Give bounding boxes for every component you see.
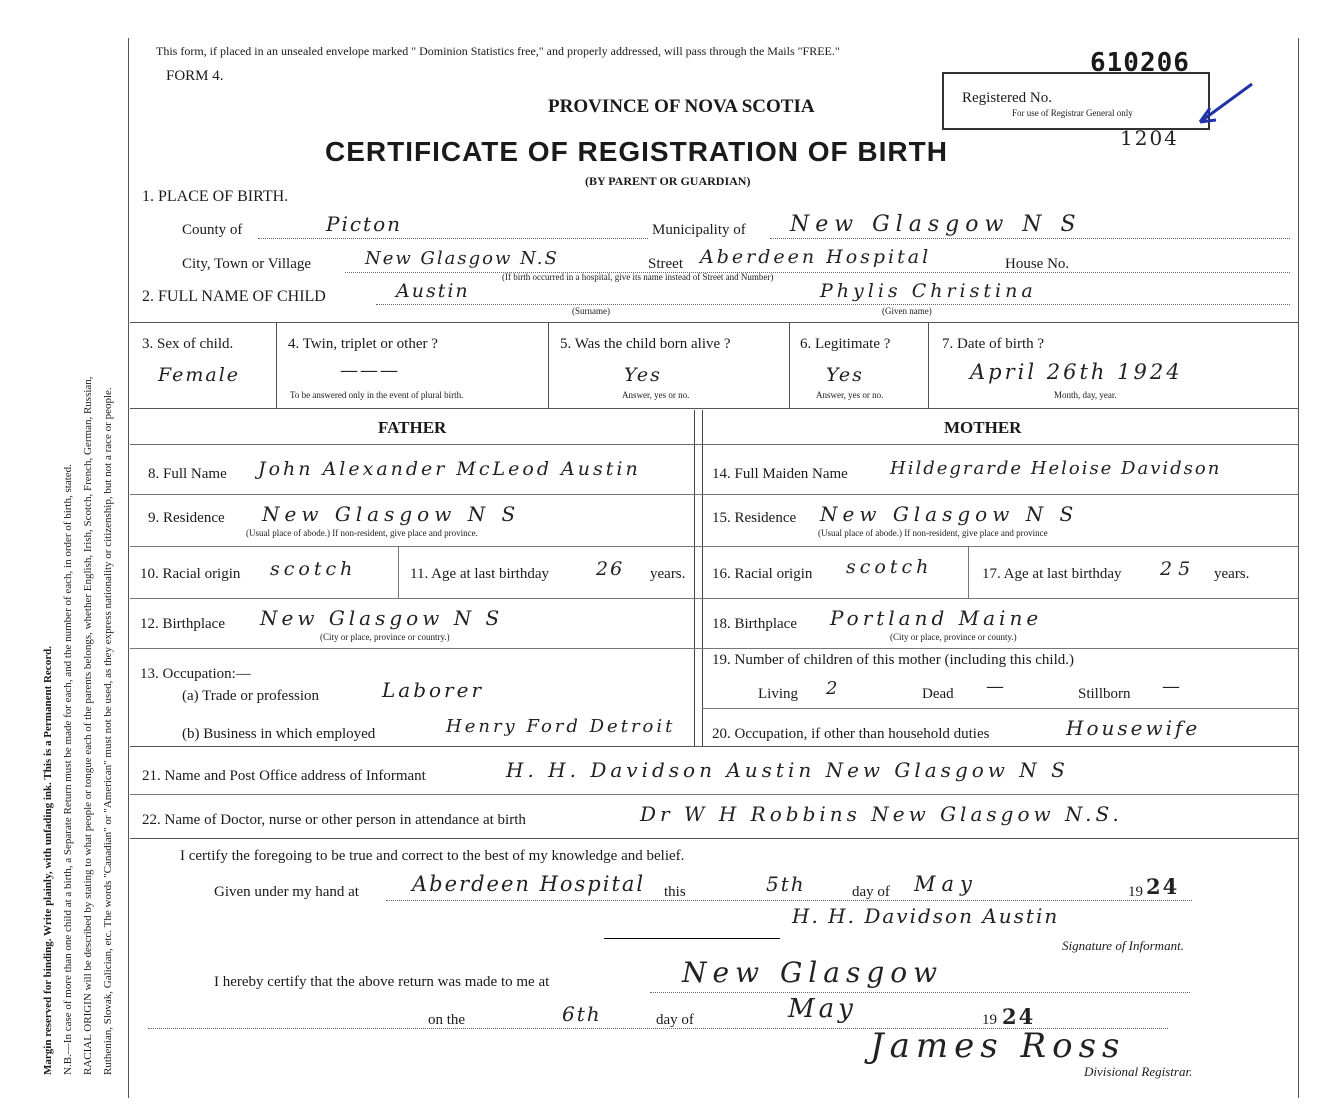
registrar-caption: Divisional Registrar. <box>1084 1064 1193 1079</box>
mother-age-divider <box>968 546 969 598</box>
registrar-on-label: on the <box>428 1012 466 1028</box>
father-name-value: John Alexander McLeod Austin <box>258 458 641 480</box>
father-age-divider <box>398 546 399 598</box>
mother-name-value: Hildegrarde Heloise Davidson <box>890 458 1222 479</box>
mother-years-label: years. <box>1214 566 1250 582</box>
mother-name-label: 14. Full Maiden Name <box>712 466 848 482</box>
father-years-label: years. <box>650 566 686 582</box>
row3-top-rule <box>130 322 1298 323</box>
given-label: Given under my hand at <box>214 884 359 900</box>
row3-bottom-rule <box>130 408 1298 409</box>
city-label: City, Town or Village <box>182 256 312 272</box>
mother-age-value: 25 <box>1160 558 1197 580</box>
given-dayof-label: day of <box>852 884 890 900</box>
parents-divider-a <box>694 410 695 746</box>
city-rule <box>345 272 1290 273</box>
father-residence-value: New Glasgow N S <box>262 502 521 526</box>
form-number: FORM 4. <box>166 68 224 84</box>
mother-race-label: 16. Racial origin <box>712 566 813 582</box>
twin-label: 4. Twin, triplet or other ? <box>288 336 438 352</box>
given-month: May <box>914 872 978 896</box>
father-age-value: 26 <box>596 558 625 580</box>
doctor-rule <box>130 838 1298 839</box>
doctor-value: Dr W H Robbins New Glasgow N.S. <box>640 802 1123 826</box>
registrar-year-prefix: 19 <box>982 1012 997 1028</box>
living-label: Living <box>758 686 798 702</box>
dob-caption: Month, day, year. <box>1054 390 1117 400</box>
informant-label: 21. Name and Post Office address of Informant <box>142 768 426 784</box>
father-residence-label: 9. Residence <box>148 510 225 526</box>
margin-note-nb: N.B.—In case of more than one child at a birth, a Separate Return must be made for each, and the number of each, in order of birth, stated. <box>62 464 74 1075</box>
dead-value: — <box>986 676 1006 697</box>
frame-right <box>1298 38 1299 1098</box>
margin-note-racial: RACIAL ORIGIN will be described by stating to what people or tongue each of the parents belongs, whether English, Irish, Scotch, French, German, Russian, <box>82 376 94 1075</box>
row9-rule <box>130 546 1298 547</box>
living-value: 2 <box>826 678 840 699</box>
trade-label: (a) Trade or profession <box>182 688 320 704</box>
occupation-label: 13. Occupation:— <box>140 666 251 682</box>
father-birthplace-caption: (City or place, province or country.) <box>320 632 450 642</box>
mother-occupation-label: 20. Occupation, if other than household duties <box>712 726 990 742</box>
father-heading: FATHER <box>378 418 447 437</box>
twin-value: ——— <box>340 360 400 381</box>
house-label: House No. <box>1005 256 1070 272</box>
street-label: Street <box>648 256 683 272</box>
registrar-place-rule <box>650 992 1190 993</box>
child-name-rule <box>376 304 1290 305</box>
registered-number: 1204 <box>1120 126 1179 150</box>
legitimate-label: 6. Legitimate ? <box>800 336 891 352</box>
dob-value: April 26th 1924 <box>970 360 1183 384</box>
registrar-dayof-label: day of <box>656 1012 694 1028</box>
place-heading: 1. PLACE OF BIRTH. <box>142 188 289 205</box>
given-this-label: this <box>664 884 686 900</box>
business-label: (b) Business in which employed <box>182 726 376 742</box>
mother-birthplace-caption: (City or place, province or county.) <box>890 632 1017 642</box>
signature-caption: Signature of Informant. <box>1062 938 1184 953</box>
mother-birthplace-label: 18. Birthplace <box>712 616 797 632</box>
registrar-year: 24 <box>1002 1004 1036 1029</box>
child-surname: Austin <box>396 280 470 302</box>
sex-label: 3. Sex of child. <box>142 336 234 352</box>
county-rule <box>258 238 648 239</box>
trade-value: Laborer <box>382 678 485 702</box>
father-residence-caption: (Usual place of abode.) If non-resident, give place and province. <box>246 528 478 538</box>
legitimate-caption: Answer, yes or no. <box>816 390 884 400</box>
row8-rule <box>130 494 1298 495</box>
children-label: 19. Number of children of this mother (including this child.) <box>712 652 1075 668</box>
row3-divider-1 <box>276 322 277 408</box>
dead-label: Dead <box>922 686 954 702</box>
row3-divider-4 <box>928 322 929 408</box>
surname-caption: (Surname) <box>572 306 610 316</box>
father-name-label: 8. Full Name <box>148 466 227 482</box>
margin-note-ruthenian: Ruthenian, Slovak, Galician, etc. The words "Canadian" or "American" must not be used, as they express nationality or citizenship, but not a race or people. <box>102 387 114 1075</box>
mother-occupation-value: Housewife <box>1066 716 1201 740</box>
mother-residence-caption: (Usual place of abode.) If non-resident, give place and province <box>818 528 1048 538</box>
given-year: 24 <box>1146 874 1180 899</box>
mother-residence-value: New Glasgow N S <box>820 502 1079 526</box>
mail-notice: This form, if placed in an unsealed envelope marked " Dominion Statistics free," and properly addressed, will pass through the Mails "FREE." <box>156 44 840 58</box>
given-caption: (Given name) <box>882 306 932 316</box>
province-heading: PROVINCE OF NOVA SCOTIA <box>548 96 815 117</box>
stamp-number: 610206 <box>1090 48 1190 78</box>
heading-rule <box>130 444 1298 445</box>
registrar-place: New Glasgow <box>682 956 944 989</box>
informant-rule <box>130 794 1298 795</box>
sex-value: Female <box>158 364 241 386</box>
given-rule <box>386 900 1192 901</box>
registrar-day: 6th <box>562 1002 602 1026</box>
registrar-statement: I hereby certify that the above return was made to me at <box>214 974 550 990</box>
child-name-label: 2. FULL NAME OF CHILD <box>142 288 326 305</box>
parents-bottom-rule <box>130 746 1298 747</box>
alive-label: 5. Was the child born alive ? <box>560 336 731 352</box>
mother-heading: MOTHER <box>944 418 1022 437</box>
certificate-title: CERTIFICATE OF REGISTRATION OF BIRTH <box>325 136 948 167</box>
mother-race-value: scotch <box>846 556 933 578</box>
registered-label: Registered No. <box>962 90 1052 106</box>
legitimate-value: Yes <box>826 364 864 386</box>
given-year-prefix: 19 <box>1128 884 1143 900</box>
father-race-value: scotch <box>270 558 357 580</box>
given-place: Aberdeen Hospital <box>412 872 646 896</box>
child-given-name: Phylis Christina <box>820 280 1037 302</box>
parents-divider-b <box>702 410 703 746</box>
twin-caption: To be answered only in the event of plural birth. <box>290 390 464 400</box>
mother-residence-label: 15. Residence <box>712 510 797 526</box>
stillborn-label: Stillborn <box>1078 686 1131 702</box>
county-value: Picton <box>326 212 403 236</box>
row12-rule <box>130 648 1298 649</box>
row3-divider-3 <box>789 322 790 408</box>
alive-value: Yes <box>624 364 662 386</box>
dob-label: 7. Date of birth ? <box>942 336 1045 352</box>
certify-statement: I certify the foregoing to be true and correct to the best of my knowledge and belief. <box>180 848 685 864</box>
signature-rule <box>604 938 780 939</box>
mother-age-label: 17. Age at last birthday <box>982 566 1122 582</box>
father-birthplace-label: 12. Birthplace <box>140 616 225 632</box>
row3-divider-2 <box>548 322 549 408</box>
county-label: County of <box>182 222 243 238</box>
city-value: New Glasgow N.S <box>365 248 559 269</box>
municipality-label: Municipality of <box>652 222 746 238</box>
doctor-label: 22. Name of Doctor, nurse or other person in attendance at birth <box>142 812 526 828</box>
municipality-value: New Glasgow N S <box>790 212 1082 237</box>
municipality-rule <box>770 238 1290 239</box>
registrar-use-note: For use of Registrar General only <box>1012 108 1133 118</box>
frame-left <box>128 38 129 1098</box>
informant-value: H. H. Davidson Austin New Glasgow N S <box>506 758 1069 782</box>
business-value: Henry Ford Detroit <box>446 716 676 737</box>
margin-note-binding: Margin reserved for binding. Write plainly, with unfading ink. This is a Permanent Record. <box>42 646 54 1075</box>
row19-rule <box>702 708 1298 709</box>
father-birthplace-value: New Glasgow N S <box>260 606 504 630</box>
street-value: Aberdeen Hospital <box>700 246 932 268</box>
certificate-subtitle: (BY PARENT OR GUARDIAN) <box>585 174 751 188</box>
father-race-label: 10. Racial origin <box>140 566 241 582</box>
registrar-signature: James Ross <box>870 1026 1126 1066</box>
father-age-label: 11. Age at last birthday <box>410 566 549 582</box>
given-day: 5th <box>766 872 806 896</box>
alive-caption: Answer, yes or no. <box>622 390 690 400</box>
mother-birthplace-value: Portland Maine <box>830 606 1043 630</box>
row10-rule <box>130 598 1298 599</box>
registrar-month: May <box>788 994 857 1024</box>
informant-signature: H. H. Davidson Austin <box>792 904 1060 928</box>
check-mark-icon <box>1180 80 1260 130</box>
hospital-note: (If birth occurred in a hospital, give its name instead of Street and Number) <box>502 272 774 282</box>
stillborn-value: — <box>1162 676 1182 697</box>
